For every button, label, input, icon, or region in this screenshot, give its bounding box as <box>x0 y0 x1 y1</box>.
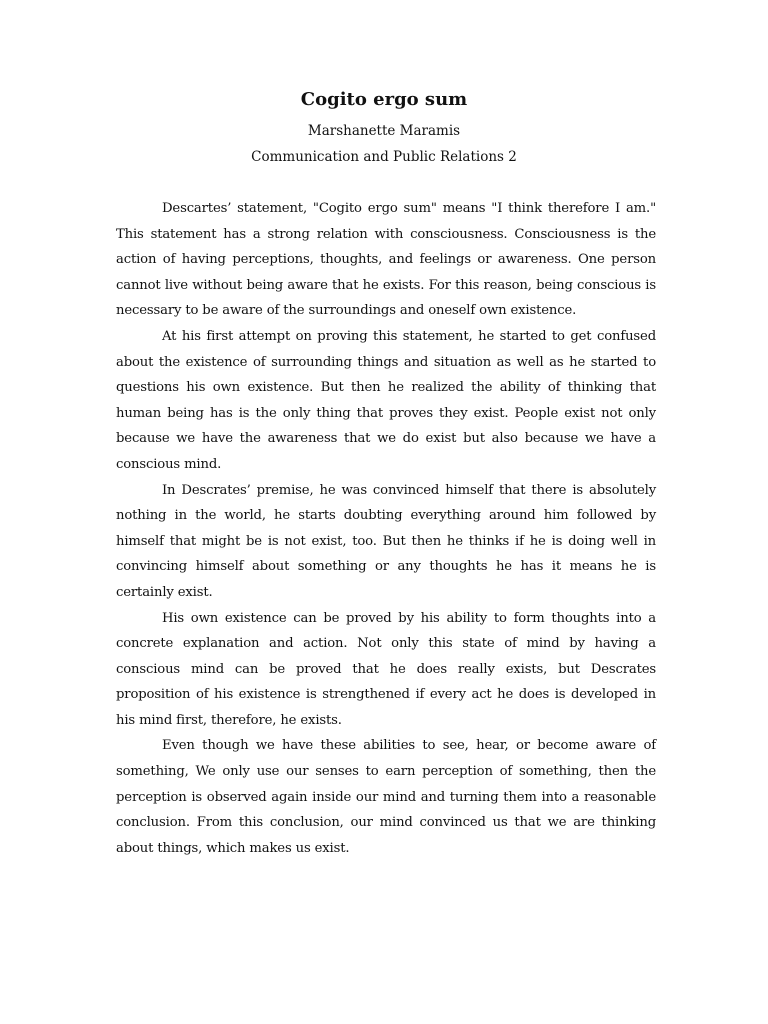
text-line: because we have the awareness that we do exist but also because we have a <box>116 431 656 447</box>
text-line: conscious mind. <box>116 456 222 472</box>
text-line: questions his own existence. But then he realized the ability of thinking that <box>116 380 656 396</box>
author-name: Marshanette Maramis <box>307 123 461 139</box>
text-line: perception is observed again inside our mind and turning them into a reasonable <box>116 789 656 805</box>
text-line: his mind first, therefore, he exists. <box>116 712 342 728</box>
paragraph <box>116 606 656 734</box>
text-line: This statement has a strong relation with consciousness. Consciousness is the <box>116 226 656 242</box>
paragraph <box>116 478 656 606</box>
text-line: about things, which makes us exist. <box>116 840 350 856</box>
text-line: Descartes’ statement, "Cogito ergo sum" means "I think therefore I am." <box>162 201 656 216</box>
text-line: necessary to be aware of the surroundings and oneself own existence. <box>116 303 577 319</box>
text-line: conscious mind can be proved that he does really exists, but Descrates <box>116 661 656 677</box>
text-line: His own existence can be proved by his ability to form thoughts into a <box>162 610 656 626</box>
text-line: about the existence of surrounding things and situation as well as he started to <box>116 354 656 370</box>
text-line: In Descrates’ premise, he was convinced himself that there is absolutely <box>162 482 656 498</box>
text-line: human being has is the only thing that proves they exist. People exist not only <box>116 405 656 421</box>
document-title: Cogito ergo sum <box>300 89 468 110</box>
text-line: Even though we have these abilities to see, hear, or become aware of <box>162 738 656 754</box>
text-line: certainly exist. <box>116 584 213 600</box>
text-line: something, We only use our senses to earn perception of something, then the <box>116 764 656 780</box>
text-line: convincing himself about something or any thoughts he has it means he is <box>116 559 656 575</box>
paragraph <box>116 196 656 324</box>
paragraph <box>116 324 656 478</box>
text-line: cannot live without being aware that he exists. For this reason, being conscious is <box>116 277 656 293</box>
course-name: Communication and Public Relations 2 <box>251 149 517 165</box>
text-line: At his first attempt on proving this statement, he started to get confused <box>162 328 656 344</box>
document-body <box>116 196 656 861</box>
text-line: himself that might be is not exist, too. But then he thinks if he is doing well in <box>116 533 656 549</box>
text-line: proposition of his existence is strengthened if every act he does is developed in <box>116 687 656 703</box>
paragraph <box>116 733 656 861</box>
text-line: nothing in the world, he starts doubting everything around him followed by <box>116 508 656 524</box>
text-line: conclusion. From this conclusion, our mind convinced us that we are thinking <box>116 815 656 831</box>
text-line: action of having perceptions, thoughts, and feelings or awareness. One person <box>116 252 656 268</box>
text-line: concrete explanation and action. Not only this state of mind by having a <box>116 636 656 652</box>
